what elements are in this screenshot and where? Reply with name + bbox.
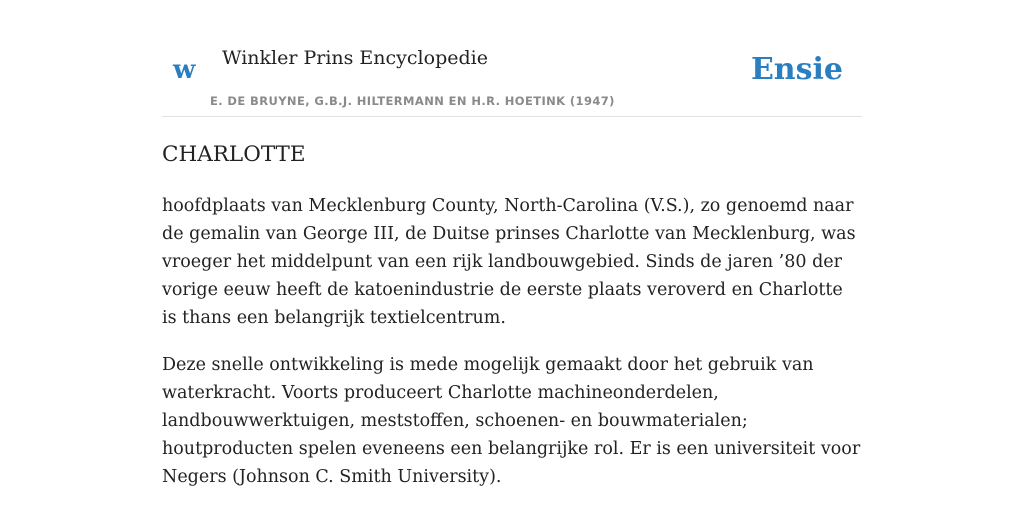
authors-line: E. DE BRUYNE, G.B.J. HILTERMANN EN H.R. HOETINK (1947) (210, 94, 615, 108)
article-paragraph: Deze snelle ontwikkeling is mede mogelijk gemaakt door het gebruik van waterkracht. Voorts produceert Charlotte machineonderdelen, landbouwwerktuigen, meststoffen, schoenen- en bouwmaterialen; houtproducten spelen eveneens een belangrijke rol. Er is een universiteit voor Negers (Johnson C. Smith University). (162, 355, 861, 487)
encyclopedia-header (162, 0, 862, 117)
ensie-logo[interactable]: Ensie (750, 52, 843, 87)
encyclopedia-title[interactable]: Winkler Prins Encyclopedie (222, 47, 488, 69)
article-paragraph: hoofdplaats van Mecklenburg County, North-Carolina (V.S.), zo genoemd naar de gemalin van George III, de Duitse prinses Charlotte van Mecklenburg, was vroeger het middelpunt van een rijk landbouwgebied. Sinds de jaren ’80 der vorige eeuw heeft de katoenindustrie de eerste plaats veroverd en Charlotte is thans een belangrijk textielcentrum. (162, 196, 856, 328)
article-body (162, 192, 862, 510)
wp-logo[interactable]: w (173, 55, 196, 85)
article-title: CHARLOTTE (162, 142, 306, 167)
